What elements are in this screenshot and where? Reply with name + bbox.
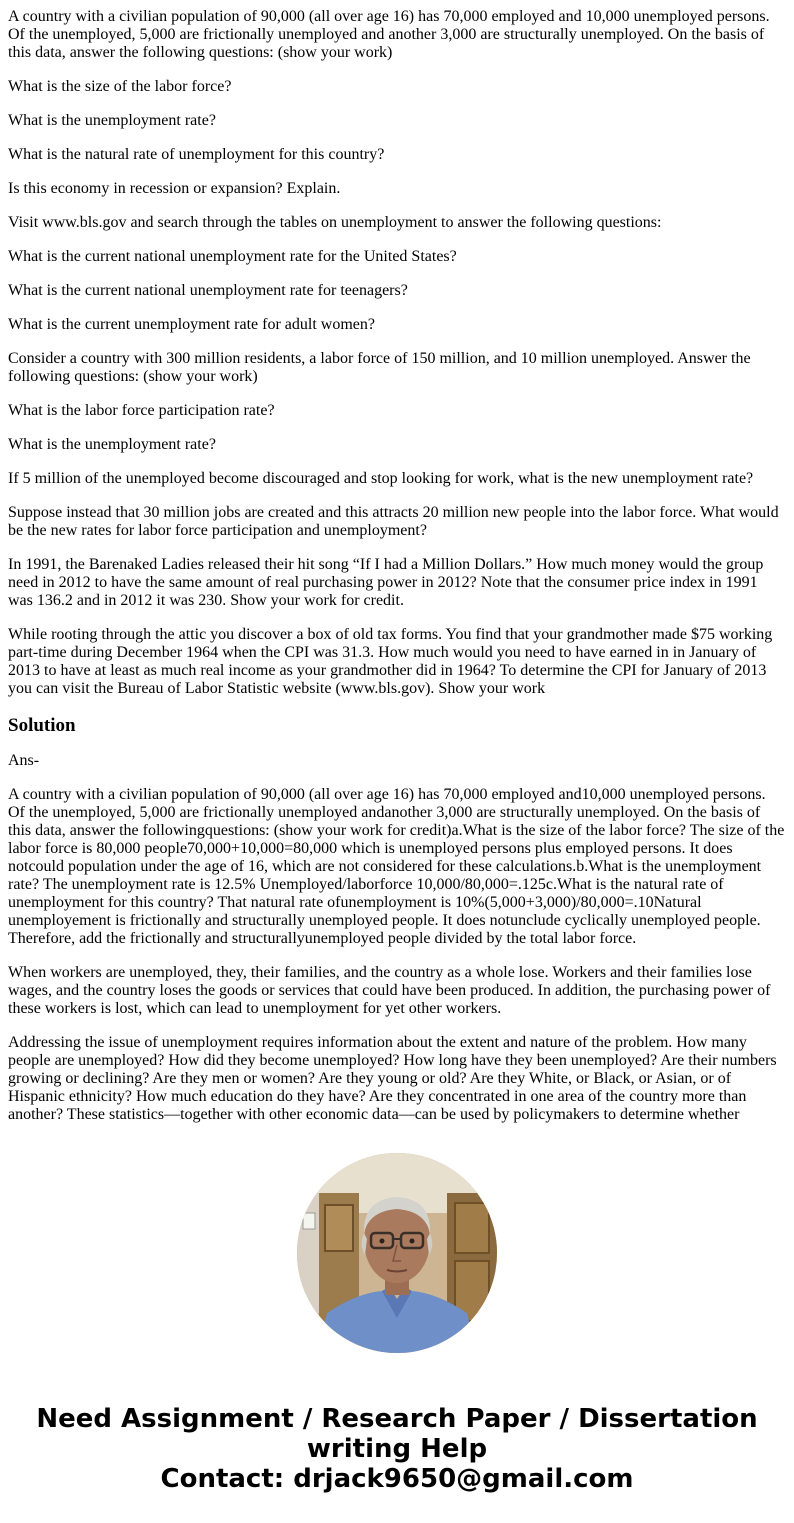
question-paragraph: What is the current unemployment rate for adult women? [8,316,375,333]
author-avatar [297,1153,497,1353]
question-paragraph: What is the current national unemployment rate for teenagers? [8,282,408,299]
question-paragraph: What is the current national unemployment rate for the United States? [8,248,457,265]
person-photo-icon [297,1153,497,1353]
question-paragraph: Suppose instead that 30 million jobs are created and this attracts 20 million new people into the labor force. What would be the new rates for labor force participation and unemployment? [8,504,779,539]
answer-label: Ans- [8,752,40,769]
question-paragraph: What is the size of the labor force? [8,78,232,95]
question-paragraph: Visit www.bls.gov and search through the tables on unemployment to answer the following questions: [8,214,662,231]
question-paragraph: What is the unemployment rate? [8,436,216,453]
question-paragraph: What is the labor force participation rate? [8,402,275,419]
footer-contact: Contact: drjack9650@gmail.com [160,1464,634,1494]
solution-paragraph: A country with a civilian population of 90,000 (all over age 16) has 70,000 employed and10,000 unemployed persons. Of the unemployed, 5,000 are frictionally unemployed andanother 3,000 are structurally unemployed. On the basis of this data, answer the followingquestions: (show your work for credit)a.What is the size of the labor force? The size of the labor force is 80,000 people70,000+10,000=80,000 which is unemployed persons plus employed persons. It does notcould population under the age of 16, which are not considered for these calculations.b.What is the unemployment rate? The unemployment rate is 12.5% Unemployed/laborforce 10,000/80,000=.125c.What is the natural rate of unemployment for this country? That natural rate ofunemployment is 10%(5,000+3,000)/80,000=.10Natural unemployement is frictionally and structurally unemployed people. It does notunclude cyclically unemployed people. Therefore, add the frictionally and structurallyunemployed people divided by the total labor force. [8,786,785,947]
footer-line-1: Need Assignment / Research Paper / Dissertation [36,1404,758,1434]
question-paragraph: In 1991, the Barenaked Ladies released their hit song “If I had a Million Dollars.” How much money would the group need in 2012 to have the same amount of real purchasing power in 2012? Note that the consumer price index in 1991 was 136.2 and in 2012 it was 230. Show your work for credit. [8,556,764,609]
question-paragraph: What is the unemployment rate? [8,112,216,129]
question-paragraph: If 5 million of the unemployed become discouraged and stop looking for work, what is the new unemployment rate? [8,470,754,487]
footer-line-2: writing Help [306,1434,488,1464]
question-paragraph: Is this economy in recession or expansion? Explain. [8,180,341,197]
solution-paragraph: When workers are unemployed, they, their families, and the country as a whole lose. Workers and their families lose wages, and the country loses the goods or services that could have been produced. In addition, the purchasing power of these workers is lost, which can lead to unemployment for yet other workers. [8,964,771,1017]
question-paragraph: While rooting through the attic you discover a box of old tax forms. You find that your grandmother made $75 working part-time during December 1964 when the CPI was 31.3. How much would you need to have earned in in January of 2013 to have at least as much real income as your grandmother did in 1964? To determine the CPI for January of 2013 you can visit the Bureau of Labor Statistic website (www.bls.gov). Show your work [8,626,773,697]
question-paragraph: Consider a country with 300 million residents, a labor force of 150 million, and 10 million unemployed. Answer the following questions: (show your work) [8,350,751,385]
document-body [8,0,786,1124]
question-paragraph: What is the natural rate of unemployment for this country? [8,146,385,163]
solution-paragraph: Addressing the issue of unemployment requires information about the extent and nature of the problem. How many people are unemployed? How did they become unemployed? How long have they been unemployed? Are their numbers growing or declining? Are they men or women? Are they young or old? Are they White, or Black, or Asian, or of Hispanic ethnicity? How much education do they have? Are they concentrated in one area of the country more than another? These statistics—together with other economic data—can be used by policymakers to determine whether [8,1034,777,1123]
footer-banner [0,1404,794,1494]
solution-heading: Solution [8,715,76,736]
question-paragraph: A country with a civilian population of 90,000 (all over age 16) has 70,000 employed and 10,000 unemployed persons. Of the unemployed, 5,000 are frictionally unemployed and another 3,000 are structurally unemployed. On the basis of this data, answer the following questions: (show your work) [8,8,770,61]
